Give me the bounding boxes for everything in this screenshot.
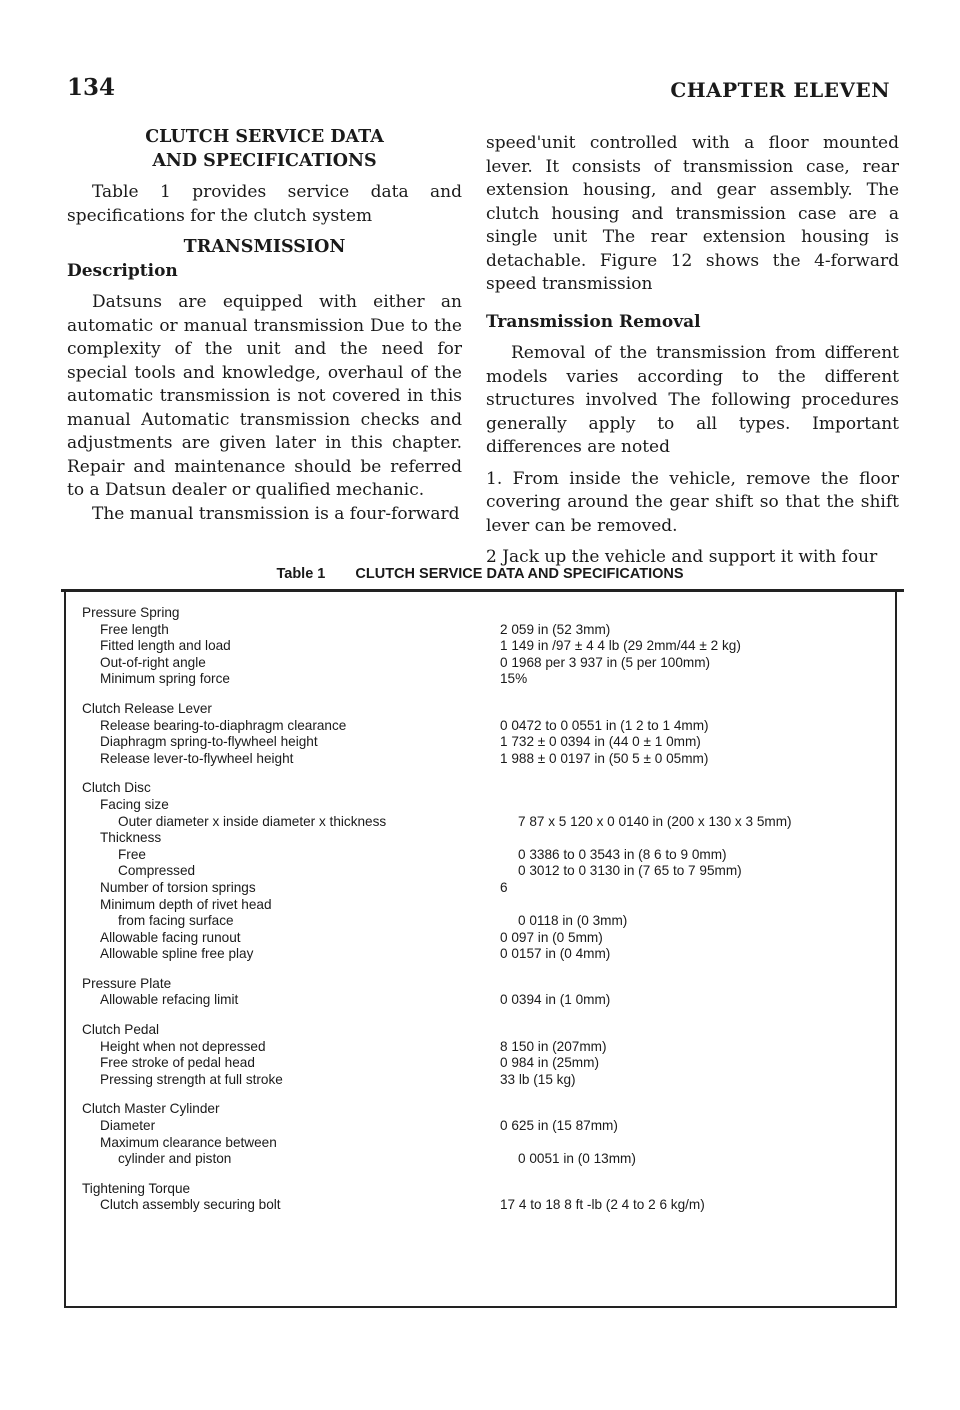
- spec-value: 0 625 in (15 87mm): [500, 1118, 618, 1134]
- spec-label: Facing size: [100, 796, 169, 812]
- group-title-label: Clutch Pedal: [82, 1022, 160, 1038]
- spec-value: 1 732 ± 0 0394 in (44 0 ± 1 0mm): [500, 734, 701, 750]
- spec-label: Height when not depressed: [100, 1038, 266, 1054]
- intro-paragraph: Table 1 provides service data and specifications for the clutch system: [67, 182, 462, 226]
- spec-value: 15%: [500, 671, 528, 687]
- spec-value: 0 097 in (0 5mm): [500, 929, 603, 945]
- spec-label: Diaphragm spring-to-flywheel height: [100, 734, 318, 750]
- spec-label: Allowable refacing limit: [100, 992, 239, 1008]
- spec-value: 0 0472 to 0 0551 in (1 2 to 1 4mm): [500, 717, 709, 733]
- section-heading-line-1: CLUTCH SERVICE DATA: [145, 127, 384, 147]
- table-row: [82, 797, 882, 814]
- table-row: [82, 847, 882, 864]
- spec-value: 0 3012 to 0 3130 in (7 65 to 7 95mm): [518, 863, 742, 879]
- table-caption-label: Table 1: [276, 566, 326, 582]
- group-title-label: Pressure Spring: [82, 605, 180, 620]
- spec-value: 0 0118 in (0 3mm): [518, 913, 628, 929]
- table-group-title: [82, 605, 882, 622]
- spec-table: [82, 605, 882, 1214]
- spec-label: Pressing strength at full stroke: [100, 1071, 283, 1087]
- table-group-title: [82, 1181, 882, 1198]
- spec-label: Out-of-right angle: [100, 654, 206, 670]
- left-column: [67, 126, 462, 526]
- table-caption: [0, 566, 960, 582]
- spec-value: [500, 897, 882, 914]
- spec-value: 0 1968 per 3 937 in (5 per 100mm): [500, 654, 711, 670]
- removal-subheading: Transmission Removal: [486, 311, 701, 332]
- transmission-paragraph: speed'unit controlled with a floor mounted lever. It consists of transmission case, rear extension housing, and gear assembly. The clutch housing and transmission case are a single unit The rear extension housing is detachable. Figure 12 shows the 4-forward speed transmission: [486, 133, 899, 294]
- spec-value: 1 149 in /97 ± 4 4 lb (29 2mm/44 ± 2 kg): [500, 638, 741, 654]
- spec-label: Free stroke of pedal head: [100, 1055, 255, 1071]
- table-row: [82, 830, 882, 847]
- table-group-title: [82, 1022, 882, 1039]
- chapter-title: CHAPTER ELEVEN: [670, 78, 890, 102]
- spec-value: [500, 1135, 882, 1152]
- spec-label: Free length: [100, 621, 169, 637]
- spec-label: Free: [118, 846, 146, 862]
- spec-value: 7 87 x 5 120 x 0 0140 in (200 x 130 x 3 5mm): [518, 813, 792, 829]
- spec-label: Release lever-to-flywheel height: [100, 750, 294, 766]
- group-title-label: Clutch Release Lever: [82, 700, 212, 716]
- table-row: [82, 1135, 882, 1152]
- table-group-title: [82, 976, 882, 993]
- spec-value: 6: [500, 879, 508, 895]
- table-row: [82, 1118, 882, 1135]
- table-row: [82, 863, 882, 880]
- removal-step-2: 2 Jack up the vehicle and support it with four: [486, 547, 878, 567]
- spec-value: 2 059 in (52 3mm): [500, 621, 611, 637]
- spec-label: Release bearing-to-diaphragm clearance: [100, 717, 347, 733]
- table-row: [82, 718, 882, 735]
- section-heading-line-2: AND SPECIFICATIONS: [152, 150, 377, 171]
- group-spacer: [82, 1168, 882, 1181]
- table-row: [82, 638, 882, 655]
- description-subheading: Description: [67, 260, 178, 281]
- spec-label: Clutch assembly securing bolt: [100, 1197, 281, 1213]
- spec-label: Fitted length and load: [100, 638, 231, 654]
- table-row: [82, 814, 882, 831]
- group-title-label: Clutch Master Cylinder: [82, 1101, 220, 1117]
- group-title-label: Tightening Torque: [82, 1180, 191, 1196]
- table-group-title: [82, 701, 882, 718]
- table-row: [82, 622, 882, 639]
- spec-label: Minimum spring force: [100, 671, 230, 687]
- table-row: [82, 992, 882, 1009]
- transmission-heading: TRANSMISSION: [183, 237, 346, 257]
- spec-label: Allowable facing runout: [100, 929, 241, 945]
- spec-label: from facing surface: [118, 913, 234, 929]
- spec-label: Minimum depth of rivet head: [100, 896, 272, 912]
- right-column: [486, 132, 899, 570]
- spec-value: [500, 797, 882, 814]
- group-spacer: [82, 688, 882, 701]
- spec-value: 33 lb (15 kg): [500, 1071, 576, 1087]
- group-title-label: Clutch Disc: [82, 780, 151, 796]
- removal-step-1: 1. From inside the vehicle, remove the floor covering around the gear shift so that the shift lever can be removed.: [486, 468, 899, 536]
- spec-value: 0 0051 in (0 13mm): [518, 1151, 636, 1167]
- table-caption-title: CLUTCH SERVICE DATA AND SPECIFICATIONS: [355, 566, 684, 582]
- removal-paragraph: Removal of the transmission from different models varies according to the different structures involved The following procedures generally apply to all types. Important differences are noted: [486, 343, 899, 457]
- spec-label: Diameter: [100, 1118, 156, 1134]
- spec-value: 0 0157 in (0 4mm): [500, 946, 611, 962]
- description-paragraph: Datsuns are equipped with either an automatic or manual transmission Due to the complexity of the unit and the need for special tools and knowledge, overhaul of the automatic transmission is not covered in this manual Automatic transmission checks and adjustments are given later in this chapter. Repair and maintenance should be referred to a Datsun dealer or qualified mechanic.: [67, 292, 462, 500]
- table-row: [82, 1072, 882, 1089]
- spec-label: Maximum clearance between: [100, 1134, 277, 1150]
- group-spacer: [82, 767, 882, 780]
- spec-label: Number of torsion springs: [100, 879, 256, 895]
- spec-value: 0 3386 to 0 3543 in (8 6 to 9 0mm): [518, 846, 727, 862]
- table-row: [82, 671, 882, 688]
- table-row: [82, 751, 882, 768]
- table-row: [82, 1151, 882, 1168]
- spec-label: cylinder and piston: [118, 1151, 232, 1167]
- group-title-label: Pressure Plate: [82, 975, 172, 991]
- spec-label: Outer diameter x inside diameter x thickness: [118, 813, 387, 829]
- spec-value: [500, 830, 882, 847]
- table-row: [82, 897, 882, 914]
- spec-value: 0 0394 in (1 0mm): [500, 992, 611, 1008]
- table-group-title: [82, 780, 882, 797]
- table-row: [82, 880, 882, 897]
- spec-value: 17 4 to 18 8 ft -lb (2 4 to 2 6 kg/m): [500, 1197, 705, 1213]
- table-group-title: [82, 1101, 882, 1118]
- group-spacer: [82, 963, 882, 976]
- table-row: [82, 655, 882, 672]
- group-spacer: [82, 1009, 882, 1022]
- spec-label: Compressed: [118, 863, 196, 879]
- table-row: [82, 1039, 882, 1056]
- table-row: [82, 1055, 882, 1072]
- spec-label: Thickness: [100, 830, 162, 846]
- table-row: [82, 946, 882, 963]
- table-row: [82, 913, 882, 930]
- table-row: [82, 930, 882, 947]
- spec-value: 8 150 in (207mm): [500, 1038, 607, 1054]
- spec-value: 1 988 ± 0 0197 in (50 5 ± 0 05mm): [500, 750, 709, 766]
- spec-value: 0 984 in (25mm): [500, 1055, 599, 1071]
- table-row: [82, 1197, 882, 1214]
- manual-transmission-paragraph: The manual transmission is a four-forward: [92, 503, 460, 524]
- spec-label: Allowable spline free play: [100, 946, 254, 962]
- page-number: 134: [67, 74, 116, 101]
- table-row: [82, 734, 882, 751]
- group-spacer: [82, 1088, 882, 1101]
